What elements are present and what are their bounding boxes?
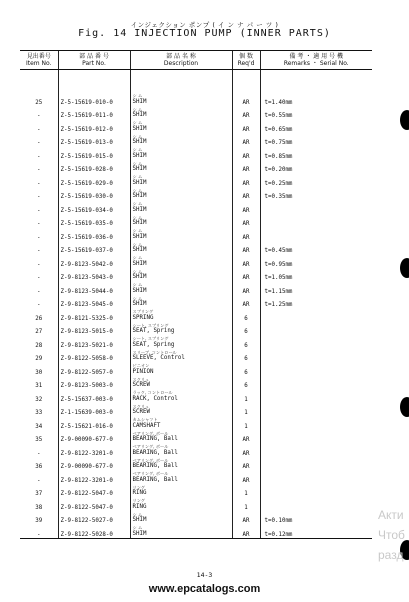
description: RING (132, 503, 147, 510)
remarks (260, 200, 372, 214)
quantity-required: AR (232, 119, 260, 133)
quantity-required: 6 (232, 376, 260, 390)
table-row (20, 295, 372, 309)
description-japanese: シ ム (132, 511, 143, 517)
description-cell (130, 106, 232, 120)
description-cell (130, 119, 232, 133)
item-number: 35 (35, 437, 43, 443)
remarks (260, 308, 372, 322)
table-row (20, 376, 372, 390)
binder-hole-icon (400, 110, 409, 130)
description: SHIM (132, 247, 147, 253)
remarks: t=0.25mm (260, 173, 372, 187)
description-japanese: ベアリング, ボール (132, 471, 169, 476)
table-spacer-row (20, 70, 372, 93)
quantity-required: 1 (232, 497, 260, 511)
description-japanese: ベアリング, ボール (132, 444, 169, 449)
description-cell (130, 214, 232, 228)
table-body (20, 70, 372, 539)
quantity-required: AR (232, 470, 260, 484)
part-number: Z-9-8123-5042-0 (58, 254, 130, 268)
description-cell (130, 470, 232, 484)
item-number: 36 (35, 464, 43, 470)
quantity-required: 6 (232, 349, 260, 363)
description: SHIM (132, 179, 147, 186)
description-cell (130, 133, 232, 147)
item-number: 31 (35, 383, 43, 389)
description-japanese: シート, スプリング (132, 336, 169, 341)
quantity-required: AR (232, 92, 260, 106)
quantity-required: AR (232, 281, 260, 295)
item-number: - (37, 302, 41, 308)
item-number: 28 (35, 342, 43, 349)
part-number: Z-5-15619-035-0 (58, 214, 130, 228)
description-cell (130, 443, 232, 457)
description: SLEEVE, Control (132, 355, 185, 361)
item-number: - (37, 248, 41, 254)
description: BEARING, Ball (132, 476, 178, 483)
part-number: Z-9-8122-5028-0 (58, 524, 130, 538)
table-row (20, 443, 372, 457)
description: SCREW (132, 409, 150, 415)
item-number: - (37, 275, 41, 281)
description-cell (130, 322, 232, 336)
table-row (20, 322, 372, 336)
column-header-reqd: 個 数 Req'd (232, 51, 260, 70)
description-cell (130, 173, 232, 187)
item-number: 26 (35, 315, 43, 322)
remarks: t=1.15mm (260, 281, 372, 295)
description-japanese: シ ム (132, 133, 143, 139)
description-japanese: シ ム (132, 268, 143, 274)
quantity-required: AR (232, 133, 260, 147)
description-japanese: スクリュ (132, 376, 150, 382)
table-row (20, 227, 372, 241)
description: SCREW (132, 382, 150, 388)
description-cell (130, 497, 232, 511)
remarks: t=0.85mm (260, 146, 372, 160)
quantity-required: 1 (232, 389, 260, 403)
part-number: Z-5-15619-015-0 (58, 146, 130, 160)
description-cell (130, 403, 232, 417)
description: RING (132, 490, 147, 496)
part-number: Z-5-15619-036-0 (58, 227, 130, 241)
item-number: 27 (35, 329, 43, 335)
description: BEARING, Ball (132, 436, 178, 442)
description-japanese: シ ム (132, 214, 143, 220)
description-japanese: スプリング (132, 309, 154, 314)
description: SHIM (132, 152, 147, 159)
item-number: - (37, 140, 41, 146)
item-number: 37 (35, 491, 43, 497)
description-japanese: リング (132, 498, 145, 503)
table-row (20, 430, 372, 444)
item-number: - (37, 234, 41, 241)
description-japanese: リング (132, 484, 145, 490)
item-number: - (37, 261, 41, 268)
remarks (260, 322, 372, 336)
part-number: Z-9-8122-3201-0 (58, 470, 130, 484)
remarks: t=0.12mm (260, 524, 372, 538)
description: CAMSHAFT (132, 422, 161, 429)
description: SHIM (132, 233, 147, 240)
description-cell (130, 92, 232, 106)
description: BEARING, Ball (132, 463, 178, 469)
description-cell (130, 524, 232, 538)
part-number: Z-5-15637-003-0 (58, 389, 130, 403)
remarks: t=0.55mm (260, 106, 372, 120)
part-number: Z-5-15619-011-0 (58, 106, 130, 120)
quantity-required: AR (232, 295, 260, 309)
description-cell (130, 281, 232, 295)
parts-table (20, 50, 372, 539)
description-japanese: シ ム (132, 282, 143, 287)
description-japanese: シ ム (132, 187, 143, 193)
table-row (20, 173, 372, 187)
description: SHIM (132, 260, 147, 267)
item-number: 32 (35, 396, 43, 403)
description: SHIM (132, 301, 147, 307)
item-number: - (37, 194, 41, 200)
description-japanese: シ ム (132, 106, 143, 112)
part-number: Z-5-15619-037-0 (58, 241, 130, 255)
description-cell (130, 335, 232, 349)
watermark-text: разд (378, 548, 404, 562)
quantity-required: AR (232, 254, 260, 268)
part-number: Z-9-8123-5045-0 (58, 295, 130, 309)
remarks (260, 497, 372, 511)
description-cell (130, 416, 232, 430)
description: SEAT, Spring (132, 328, 175, 334)
item-number: - (37, 450, 41, 457)
part-number: Z-9-8122-5027-0 (58, 511, 130, 525)
table-row (20, 281, 372, 295)
description-cell (130, 308, 232, 322)
part-number: Z-9-8122-3201-0 (58, 443, 130, 457)
quantity-required: 6 (232, 335, 260, 349)
description: SHIM (132, 193, 147, 199)
item-number: - (37, 477, 41, 484)
description-japanese: シ ム (132, 160, 143, 166)
remarks (260, 362, 372, 376)
remarks: t=1.25mm (260, 295, 372, 309)
quantity-required: AR (232, 200, 260, 214)
remarks: t=0.35mm (260, 187, 372, 201)
quantity-required: AR (232, 146, 260, 160)
quantity-required: AR (232, 106, 260, 120)
description: SHIM (132, 517, 147, 523)
table-row (20, 308, 372, 322)
quantity-required: 6 (232, 362, 260, 376)
description-japanese: カムシャフト (132, 417, 158, 422)
remarks (260, 443, 372, 457)
description-cell (130, 227, 232, 241)
description-cell (130, 146, 232, 160)
remarks (260, 457, 372, 471)
quantity-required: AR (232, 457, 260, 471)
quantity-required: 1 (232, 416, 260, 430)
description: SHIM (132, 274, 147, 280)
item-number: - (37, 221, 41, 227)
site-url[interactable]: www.epcatalogs.com (148, 583, 261, 595)
description-japanese: シ ム (132, 241, 143, 247)
table-row (20, 106, 372, 120)
quantity-required: AR (232, 214, 260, 228)
description-japanese: シ ム (132, 255, 143, 260)
item-number: - (20, 524, 58, 538)
description: SHIM (132, 530, 147, 537)
item-number: - (37, 207, 41, 214)
table-row (20, 416, 372, 430)
table-row (20, 497, 372, 511)
table-row (20, 268, 372, 282)
table-row (20, 457, 372, 471)
item-number: 33 (35, 410, 43, 416)
quantity-required: 6 (232, 308, 260, 322)
description-japanese: スクリュ (132, 403, 150, 409)
remarks: t=0.95mm (260, 254, 372, 268)
item-number: 38 (35, 504, 43, 511)
table-header-row (20, 51, 372, 70)
description-japanese: ピニオン (132, 363, 150, 368)
table-row (20, 335, 372, 349)
table-row (20, 119, 372, 133)
table-row (20, 403, 372, 417)
description: SHIM (132, 220, 147, 226)
binder-hole-icon (400, 258, 409, 278)
quantity-required: AR (232, 160, 260, 174)
remarks: t=0.65mm (260, 119, 372, 133)
quantity-required: AR (232, 268, 260, 282)
remarks: t=1.40mm (260, 92, 372, 106)
quantity-required: AR (232, 524, 260, 538)
item-number: - (37, 180, 41, 187)
table-row (20, 349, 372, 363)
table-row (20, 133, 372, 147)
description-japanese: ラック, コントロール (132, 390, 173, 395)
part-number: Z-5-15619-010-0 (58, 92, 130, 106)
remarks (260, 470, 372, 484)
part-number: Z-5-15619-013-0 (58, 133, 130, 147)
description: SHIM (132, 98, 147, 105)
remarks (260, 430, 372, 444)
remarks: t=0.10mm (260, 511, 372, 525)
watermark-text: Чтоб (378, 528, 405, 542)
table-row (20, 470, 372, 484)
table-row (20, 187, 372, 201)
quantity-required: 6 (232, 322, 260, 336)
description-cell (130, 389, 232, 403)
remarks (260, 349, 372, 363)
part-number: Z-9-8121-5325-0 (58, 308, 130, 322)
item-number: - (37, 126, 41, 133)
remarks: t=0.45mm (260, 241, 372, 255)
description-cell (130, 268, 232, 282)
part-number: Z-9-8123-5021-0 (58, 335, 130, 349)
part-number: Z-5-15619-034-0 (58, 200, 130, 214)
description: SEAT, Spring (132, 341, 175, 348)
part-number: Z-5-15621-016-0 (58, 416, 130, 430)
description-japanese: シ ム (132, 120, 143, 125)
column-header-item: 見出番号 Item No. (20, 51, 58, 70)
part-number: Z-5-15619-030-0 (58, 187, 130, 201)
quantity-required: 1 (232, 403, 260, 417)
item-number: 25 (35, 99, 43, 106)
part-number: Z-9-8123-5003-0 (58, 376, 130, 390)
remarks (260, 484, 372, 498)
description-cell (130, 200, 232, 214)
quantity-required: AR (232, 443, 260, 457)
description: SHIM (132, 125, 147, 132)
description-japanese: シ ム (132, 147, 143, 152)
part-number: Z-1-15639-003-0 (58, 403, 130, 417)
item-number: 29 (35, 356, 43, 362)
remarks: t=0.20mm (260, 160, 372, 174)
description: SHIM (132, 166, 147, 172)
quantity-required: 1 (232, 484, 260, 498)
table-row (20, 214, 372, 228)
description-cell (130, 376, 232, 390)
description-cell (130, 484, 232, 498)
column-header-remarks: 備 考 ・ 適 用 号 機 Remarks ・ Serial No. (260, 51, 372, 70)
description-japanese: シ ム (132, 295, 143, 301)
description-cell (130, 362, 232, 376)
table-row (20, 241, 372, 255)
table-row (20, 524, 372, 538)
description-japanese: ベアリング, ボール (132, 430, 169, 436)
description: SHIM (132, 206, 147, 213)
description-cell (130, 430, 232, 444)
description: SHIM (132, 287, 147, 294)
quantity-required: AR (232, 227, 260, 241)
item-number: 30 (35, 369, 43, 376)
quantity-required: AR (232, 511, 260, 525)
description: SPRING (132, 314, 154, 321)
table-row (20, 92, 372, 106)
description-japanese: スリーブ, コントロール (132, 349, 177, 355)
description: SHIM (132, 139, 147, 145)
item-number: 39 (35, 518, 43, 524)
description-cell (130, 457, 232, 471)
table-row (20, 254, 372, 268)
remarks (260, 335, 372, 349)
part-number: Z-5-15619-028-0 (58, 160, 130, 174)
description-cell (130, 254, 232, 268)
description-japanese: シ ム (132, 228, 143, 233)
part-number: Z-9-8123-5043-0 (58, 268, 130, 282)
binder-hole-icon (400, 397, 409, 417)
table-row (20, 389, 372, 403)
part-number: Z-5-15619-029-0 (58, 173, 130, 187)
watermark-text: Акти (378, 508, 404, 522)
column-header-part-no: 部 品 番 号 Part No. (58, 51, 130, 70)
description-cell (130, 295, 232, 309)
quantity-required: AR (232, 173, 260, 187)
description-japanese: シート, スプリング (132, 322, 169, 328)
item-number: 34 (35, 423, 43, 430)
part-number: Z-9-8123-5044-0 (58, 281, 130, 295)
description-cell (130, 160, 232, 174)
part-number: Z-9-8122-5047-0 (58, 484, 130, 498)
table-row (20, 200, 372, 214)
description-japanese: シ ム (132, 174, 143, 179)
remarks (260, 376, 372, 390)
table-row (20, 484, 372, 498)
item-number: - (37, 113, 41, 119)
description-cell (130, 187, 232, 201)
remarks (260, 214, 372, 228)
description-japanese: シ ム (132, 525, 143, 530)
part-number: Z-9-00090-677-0 (58, 430, 130, 444)
description-cell (130, 511, 232, 525)
part-number: Z-9-8122-5047-0 (58, 497, 130, 511)
remarks (260, 416, 372, 430)
description-japanese: シ ム (132, 201, 143, 206)
description: BEARING, Ball (132, 449, 178, 456)
description-cell (130, 241, 232, 255)
part-number: Z-9-8122-5057-0 (58, 362, 130, 376)
table-row (20, 362, 372, 376)
quantity-required: AR (232, 187, 260, 201)
remarks: t=0.75mm (260, 133, 372, 147)
item-number: - (37, 153, 41, 160)
table-row (20, 146, 372, 160)
part-number: Z-5-15619-012-0 (58, 119, 130, 133)
item-number: - (37, 288, 41, 295)
description: PINION (132, 368, 154, 375)
description-cell (130, 349, 232, 363)
item-number: - (37, 167, 41, 173)
description: SHIM (132, 112, 147, 118)
column-header-description: 部 品 名 称 Description (130, 51, 232, 70)
part-number: Z-9-00090-677-0 (58, 457, 130, 471)
part-number: Z-9-8122-5058-0 (58, 349, 130, 363)
remarks (260, 403, 372, 417)
remarks: t=1.05mm (260, 268, 372, 282)
remarks (260, 389, 372, 403)
table-row (20, 160, 372, 174)
quantity-required: AR (232, 241, 260, 255)
description-japanese: シ ム (132, 93, 143, 98)
description-japanese: ベアリング, ボール (132, 457, 169, 463)
quantity-required: AR (232, 430, 260, 444)
remarks (260, 227, 372, 241)
table-row (20, 511, 372, 525)
figure-title: Fig. 14 INJECTION PUMP (INNER PARTS) (78, 28, 331, 39)
description: RACK, Control (132, 395, 178, 402)
page-number: 14-3 (196, 571, 213, 579)
part-number: Z-9-8123-5015-0 (58, 322, 130, 336)
figure-title-japanese: インジェクション ポンプ ( イ ン ナ パ ー ツ ) (130, 21, 279, 29)
